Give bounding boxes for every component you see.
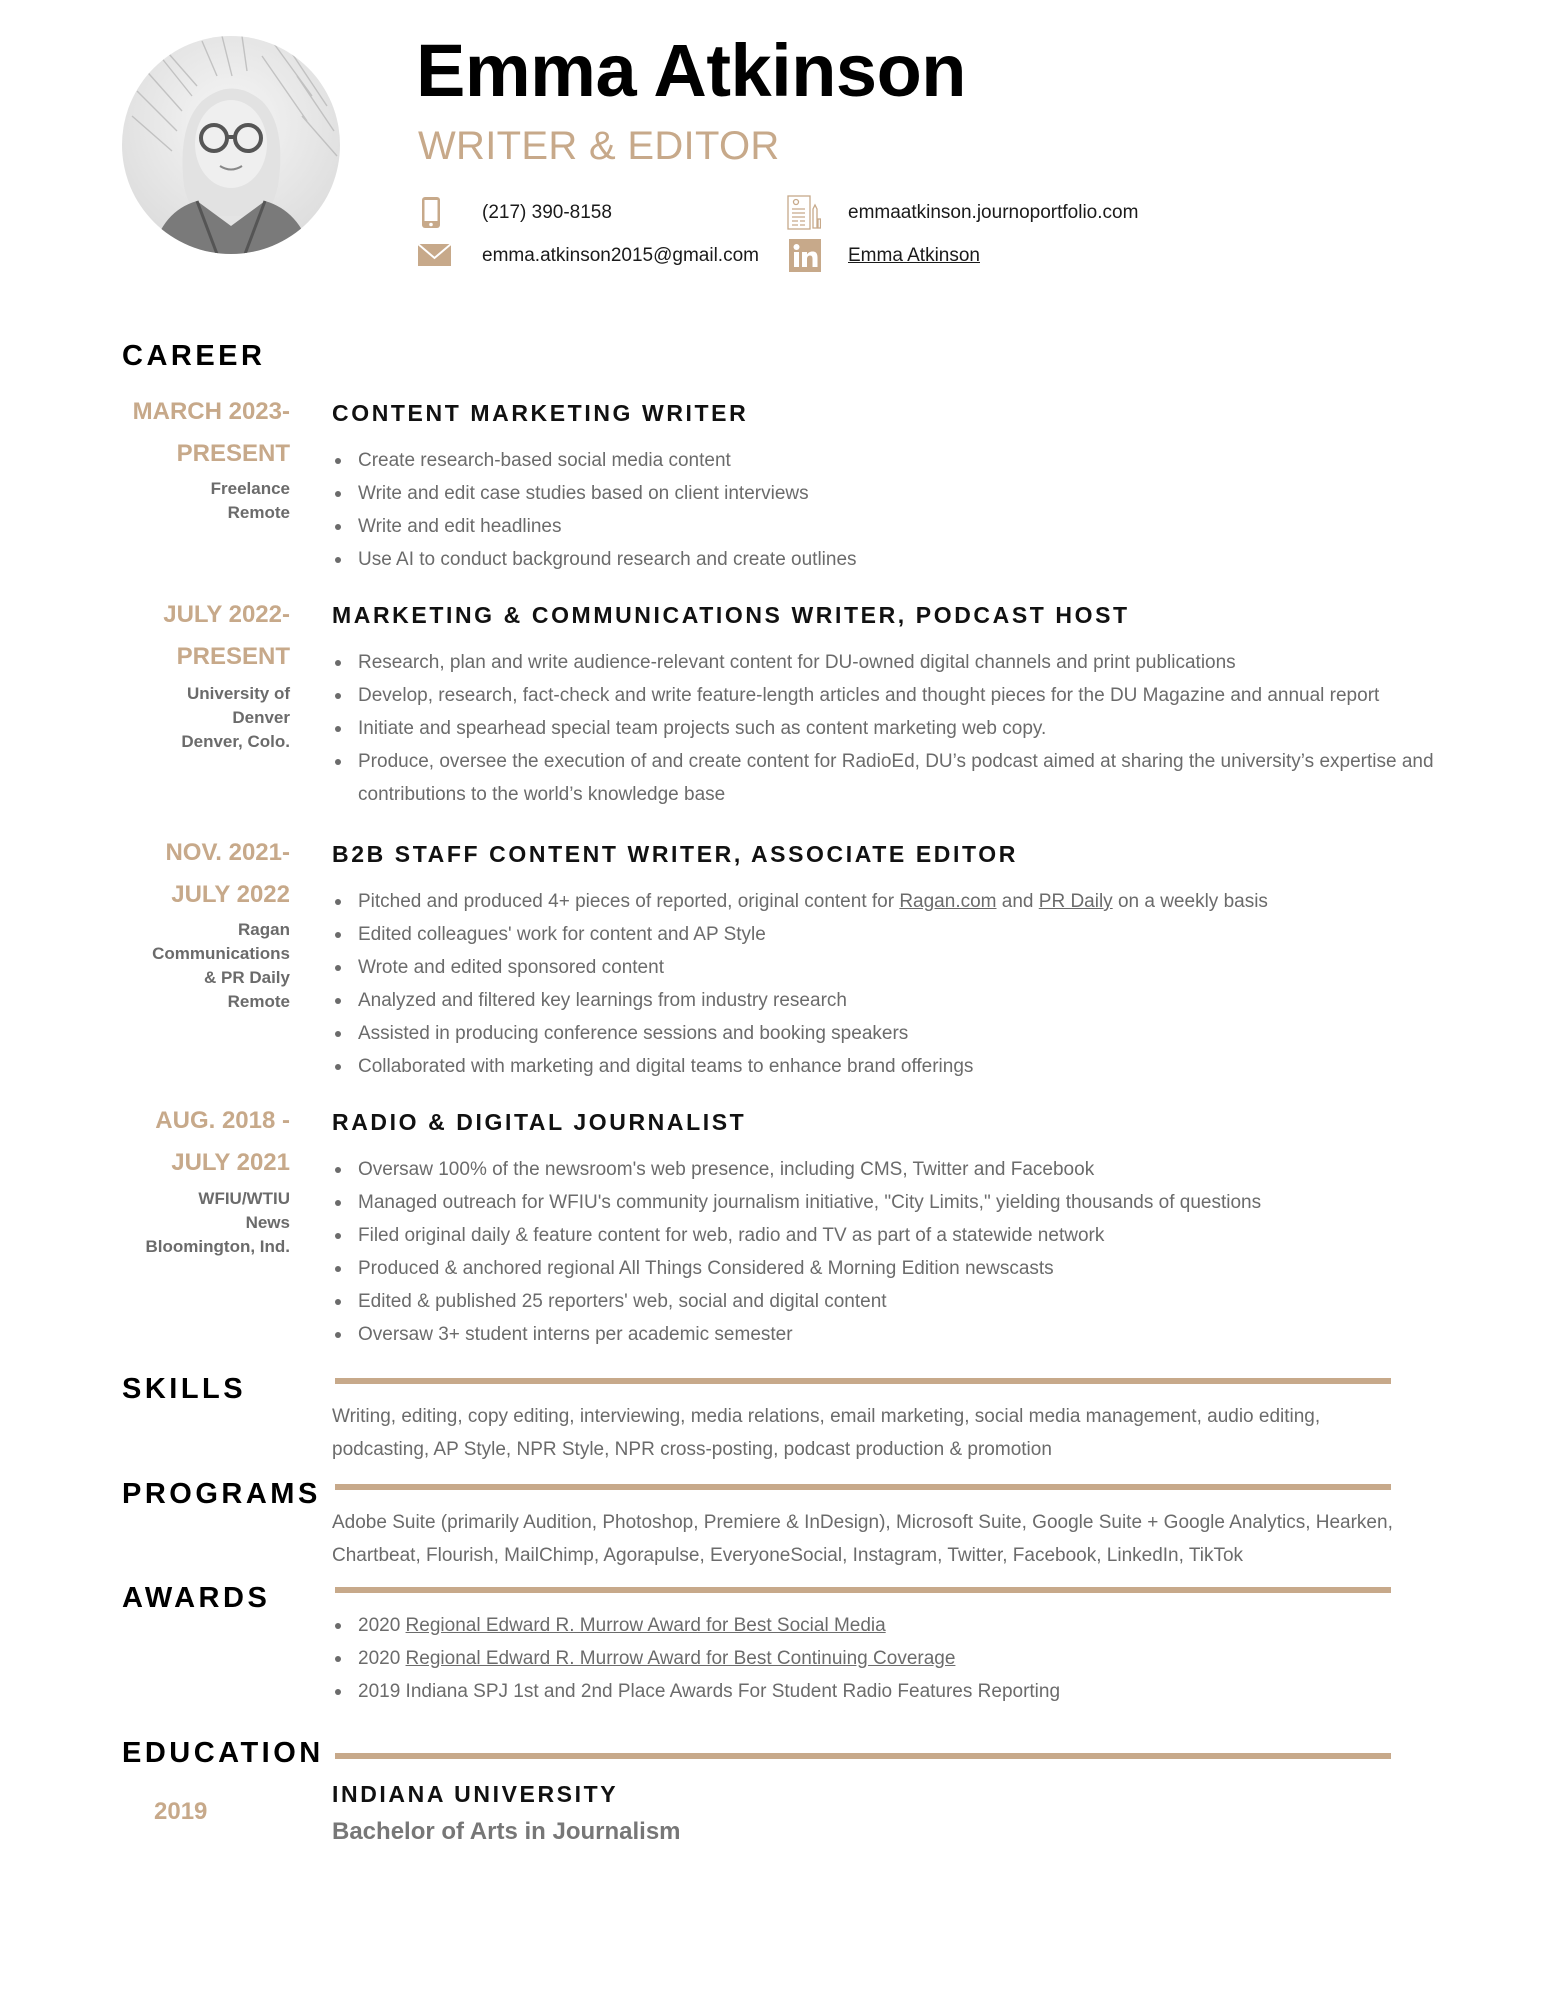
ragan-link[interactable]: Ragan.com [899, 891, 997, 912]
award-item [332, 1675, 1060, 1708]
entry-organization [181, 682, 290, 754]
award-year: 2020 [358, 1615, 406, 1636]
bullet-icon [335, 1200, 341, 1206]
bullet-text: Analyzed and filtered key learnings from industry research [358, 990, 847, 1011]
org-line: Bloomington, Ind. [145, 1237, 290, 1256]
bullet-text: Oversaw 3+ student interns per academic semester [358, 1324, 793, 1345]
bullet-item [332, 444, 857, 477]
bullet-text: Produce, oversee the execution of and create content for RadioEd, DU’s podcast aimed at sharing the university’s expertise and contributions to the world’s knowledge base [358, 751, 1434, 805]
job-title: WRITER & EDITOR [418, 124, 780, 168]
section-divider [335, 1378, 1391, 1384]
bullet-icon [335, 1332, 341, 1338]
bullet-item [332, 1017, 1268, 1050]
bullet-text: Develop, research, fact-check and write feature-length articles and thought pieces for the DU Magazine and annual report [358, 685, 1380, 706]
linkedin-icon [789, 239, 821, 277]
education-school: INDIANA UNIVERSITY [332, 1781, 619, 1807]
bullet-icon [335, 693, 341, 699]
programs-text: Adobe Suite (primarily Audition, Photoshop, Premiere & InDesign), Microsoft Suite, Google Suite + Google Analytics, Hearken, Chartbeat, Flourish, MailChimp, Agorapulse, EveryoneSocial, Instagram, Twitter, Facebook, LinkedIn, TikTok [332, 1512, 1393, 1566]
bullet-icon [335, 899, 341, 905]
bullet-icon [335, 998, 341, 1004]
org-line: Ragan [238, 920, 290, 939]
award-item [332, 1609, 1060, 1642]
org-line: & PR Daily [204, 968, 290, 987]
candidate-name: Emma Atkinson [416, 29, 966, 112]
bullet-icon [335, 1623, 341, 1629]
date-start: AUG. 2018 - [155, 1107, 290, 1134]
award-link[interactable]: Regional Edward R. Murrow Award for Best Continuing Coverage [405, 1648, 956, 1669]
org-line: Freelance [210, 479, 290, 498]
bullet-text: Initiate and spearhead special team projects such as content marketing web copy. [358, 718, 1047, 739]
entry-organization [146, 1187, 290, 1259]
bullet-icon [335, 1167, 341, 1173]
bullet-icon [335, 524, 341, 530]
bullet-icon [335, 1064, 341, 1070]
bullet-text: Edited & published 25 reporters' web, social and digital content [358, 1291, 887, 1312]
bullet-item [332, 1050, 1268, 1083]
bullet-item [332, 1153, 1261, 1186]
bullet-text: Pitched and produced 4+ pieces of reported, original content for [358, 891, 900, 912]
section-heading-programs: PROGRAMS [122, 1478, 321, 1510]
entry-title: B2B STAFF CONTENT WRITER, ASSOCIATE EDITOR [332, 841, 1018, 867]
bullet-item [332, 543, 857, 576]
portrait-image [122, 36, 340, 254]
bullet-icon [335, 557, 341, 563]
bullet-item [332, 1318, 1261, 1351]
bullet-text: Collaborated with marketing and digital teams to enhance brand offerings [358, 1056, 974, 1077]
bullet-icon [335, 1031, 341, 1037]
org-line: Remote [227, 992, 290, 1011]
entry-title: MARKETING & COMMUNICATIONS WRITER, PODCAST HOST [332, 602, 1130, 628]
date-start: NOV. 2021- [165, 839, 290, 866]
education-degree: Bachelor of Arts in Journalism [332, 1818, 681, 1845]
bullet-item [332, 679, 1458, 712]
bullet-item [332, 712, 1458, 745]
entry-bullets [332, 1153, 1261, 1351]
bullet-icon [335, 726, 341, 732]
bullet-item [332, 951, 1268, 984]
bullet-item [332, 510, 857, 543]
pr-daily-link[interactable]: PR Daily [1038, 891, 1113, 912]
bullet-text: Research, plan and write audience-relevant content for DU-owned digital channels and print publications [358, 652, 1236, 673]
date-end: PRESENT [176, 643, 290, 670]
bullet-text: Assisted in producing conference sessions and booking speakers [358, 1023, 909, 1044]
portfolio-website-link[interactable]: emmaatkinson.journoportfolio.com [848, 202, 1139, 223]
bullet-text: Create research-based social media content [358, 450, 731, 471]
date-end: JULY 2022 [171, 881, 290, 908]
section-heading-awards: AWARDS [122, 1582, 271, 1614]
entry-dates [133, 391, 290, 475]
bullet-text: Write and edit headlines [358, 516, 562, 537]
bullet-icon [335, 458, 341, 464]
bullet-icon [335, 1266, 341, 1272]
bullet-text: Produced & anchored regional All Things Considered & Morning Edition newscasts [358, 1258, 1054, 1279]
entry-bullets [332, 646, 1458, 811]
bullet-item [332, 745, 1458, 811]
org-line: Remote [227, 503, 290, 522]
skills-text: Writing, editing, copy editing, interviewing, media relations, email marketing, social media management, audio editing, podcasting, AP Style, NPR Style, NPR cross-posting, podcast production & promotion [332, 1406, 1321, 1460]
bullet-text: Write and edit case studies based on client interviews [358, 483, 809, 504]
bullet-text: Wrote and edited sponsored content [358, 957, 664, 978]
award-text: Indiana SPJ 1st and 2nd Place Awards For Student Radio Features Reporting [405, 1681, 1061, 1702]
bullet-item [332, 918, 1268, 951]
org-line: Denver [232, 708, 290, 727]
bullet-text: Managed outreach for WFIU's community journalism initiative, "City Limits," yielding thousands of questions [358, 1192, 1262, 1213]
bullet-item [332, 1219, 1261, 1252]
org-line: Communications [152, 944, 290, 963]
entry-title: CONTENT MARKETING WRITER [332, 400, 749, 426]
bullet-text: and [996, 891, 1039, 912]
bullet-icon [335, 1233, 341, 1239]
entry-dates [163, 594, 290, 678]
bullet-icon [335, 660, 341, 666]
profile-photo [122, 36, 340, 254]
section-divider [335, 1753, 1391, 1759]
bullet-icon [335, 1656, 341, 1662]
bullet-item [332, 885, 1268, 918]
date-end: PRESENT [176, 440, 290, 467]
award-year: 2019 [358, 1681, 406, 1702]
date-start: MARCH 2023- [132, 398, 290, 425]
bullet-item [332, 984, 1268, 1017]
awards-list [332, 1609, 1060, 1708]
section-heading-education: EDUCATION [122, 1737, 324, 1769]
bullet-text: Oversaw 100% of the newsroom's web presence, including CMS, Twitter and Facebook [358, 1159, 1095, 1180]
email-address[interactable]: emma.atkinson2015@gmail.com [482, 245, 759, 266]
entry-bullets [332, 885, 1268, 1083]
award-item [332, 1642, 1060, 1675]
entry-organization [211, 477, 290, 525]
bullet-item [332, 477, 857, 510]
org-line: University of [187, 684, 290, 703]
bullet-icon [335, 932, 341, 938]
entry-dates [165, 832, 290, 916]
award-year: 2020 [358, 1648, 406, 1669]
award-link[interactable]: Regional Edward R. Murrow Award for Best Social Media [405, 1615, 886, 1636]
bullet-item [332, 1186, 1261, 1219]
bullet-icon [335, 491, 341, 497]
bullet-icon [335, 759, 341, 765]
org-line: Denver, Colo. [181, 732, 290, 751]
entry-title: RADIO & DIGITAL JOURNALIST [332, 1109, 747, 1135]
section-divider [335, 1587, 1391, 1593]
portfolio-icon [787, 195, 821, 236]
bullet-item [332, 646, 1458, 679]
phone-icon [421, 196, 441, 234]
org-line: WFIU/WTIU [198, 1189, 290, 1208]
bullet-item [332, 1252, 1261, 1285]
org-line: News [245, 1213, 290, 1232]
bullet-icon [335, 1299, 341, 1305]
bullet-text: Edited colleagues' work for content and AP Style [358, 924, 766, 945]
email-icon [418, 244, 451, 271]
education-year: 2019 [154, 1798, 208, 1825]
entry-bullets [332, 444, 857, 576]
bullet-text: Use AI to conduct background research and create outlines [358, 549, 857, 570]
section-divider [335, 1484, 1391, 1490]
bullet-item [332, 1285, 1261, 1318]
section-heading-skills: SKILLS [122, 1373, 247, 1405]
bullet-text: Filed original daily & feature content for web, radio and TV as part of a statewide network [358, 1225, 1105, 1246]
phone-number[interactable]: (217) 390-8158 [482, 202, 612, 223]
date-end: JULY 2021 [171, 1149, 290, 1176]
linkedin-profile-link[interactable]: Emma Atkinson [848, 245, 980, 266]
bullet-icon [335, 965, 341, 971]
bullet-text: on a weekly basis [1112, 891, 1268, 912]
entry-dates [155, 1100, 290, 1184]
bullet-icon [335, 1689, 341, 1695]
entry-organization [152, 918, 290, 1014]
date-start: JULY 2022- [163, 601, 290, 628]
section-heading-career: CAREER [122, 340, 266, 372]
